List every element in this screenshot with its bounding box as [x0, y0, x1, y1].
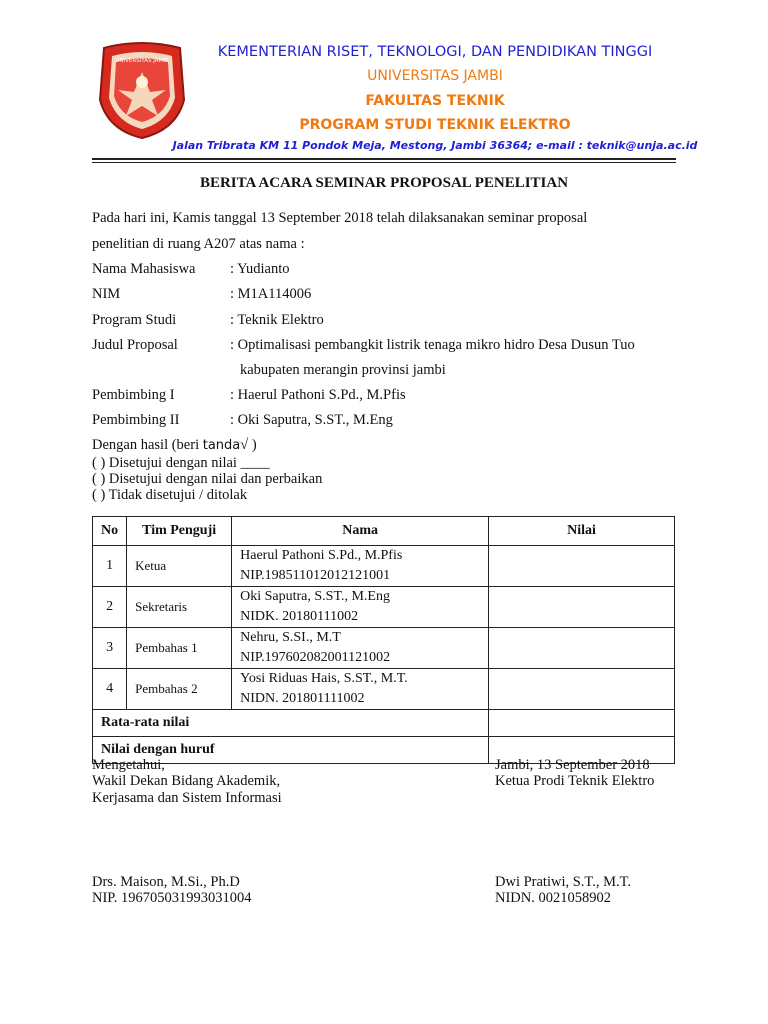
field-value-nama: : Yudianto	[230, 261, 290, 277]
row-nilai[interactable]	[489, 628, 675, 669]
field-label-pembimbing-1: Pembimbing I	[92, 387, 175, 403]
row-no: 3	[93, 628, 127, 669]
header-divider-thin	[92, 162, 676, 163]
field-label-pembimbing-2: Pembimbing II	[92, 412, 180, 428]
table-row	[93, 587, 675, 628]
intro-line-1: Pada hari ini, Kamis tanggal 13 September 2018 telah dilaksanakan seminar proposal	[92, 210, 588, 226]
faculty-name: FAKULTAS TEKNIK	[365, 93, 505, 109]
field-label-nama: Nama Mahasiswa	[92, 261, 196, 277]
row-role: Pembahas 2	[127, 669, 232, 710]
header-nama: Nama	[232, 517, 489, 546]
header-no: No	[93, 517, 127, 546]
address-line: Jalan Tribrata KM 11 Pondok Meja, Mestong, Jambi 36364; e-mail : teknik@unja.ac.id	[172, 139, 698, 152]
field-value-pembimbing-1: : Haerul Pathoni S.Pd., M.Pfis	[230, 387, 406, 403]
program-name: PROGRAM STUDI TEKNIK ELEKTRO	[299, 117, 571, 133]
sign-right-line-2: Ketua Prodi Teknik Elektro	[495, 773, 655, 789]
field-label-judul: Judul Proposal	[92, 337, 178, 353]
row-nama	[232, 669, 489, 710]
header-tim-penguji: Tim Penguji	[127, 517, 232, 546]
intro-line-2: penelitian di ruang A207 atas nama :	[92, 236, 305, 252]
row-no: 1	[93, 546, 127, 587]
header-divider	[92, 158, 676, 160]
rata-rata-row	[93, 710, 675, 737]
sign-left-line-2: Wakil Dekan Bidang Akademik,	[92, 773, 281, 789]
row-no: 4	[93, 669, 127, 710]
row-role: Sekretaris	[127, 587, 232, 628]
table-row	[93, 546, 675, 587]
header-nilai: Nilai	[489, 517, 675, 546]
sign-right-line-1: Jambi, 13 September 2018	[495, 757, 650, 773]
field-value-prodi: : Teknik Elektro	[230, 312, 324, 328]
row-name: Yosi Riduas Hais, S.ST., M.T.	[240, 671, 408, 686]
table-row	[93, 628, 675, 669]
field-value-pembimbing-2: : Oki Saputra, S.ST., M.Eng	[230, 412, 393, 428]
hasil-option-1: ( ) Disetujui dengan nilai ____	[92, 455, 270, 471]
field-label-nim: NIM	[92, 286, 121, 302]
checkmark-icon: √ )	[240, 437, 257, 453]
hasil-heading-tanda: tanda	[202, 438, 241, 453]
rata-rata-label: Rata-rata nilai	[93, 710, 489, 737]
sign-left-line-3: Kerjasama dan Sistem Informasi	[92, 790, 282, 806]
field-label-prodi: Program Studi	[92, 312, 177, 328]
row-id: NIP.198511012012121001	[240, 568, 391, 583]
row-no: 2	[93, 587, 127, 628]
hasil-heading-prefix: Dengan hasil (beri	[92, 437, 203, 453]
hasil-option-2: ( ) Disetujui dengan nilai dan perbaikan	[92, 471, 323, 487]
row-nilai[interactable]	[489, 546, 675, 587]
rata-rata-value[interactable]	[489, 710, 675, 737]
row-nama	[232, 628, 489, 669]
row-name: Oki Saputra, S.ST., M.Eng	[240, 589, 390, 604]
table-row	[93, 669, 675, 710]
examiner-table	[92, 516, 675, 764]
row-role: Pembahas 1	[127, 628, 232, 669]
nilai-huruf-label: Nilai dengan huruf	[93, 737, 489, 764]
field-value-judul: : Optimalisasi pembangkit listrik tenaga mikro hidro Desa Dusun Tuo	[230, 337, 635, 353]
row-nama	[232, 546, 489, 587]
hasil-option-3: ( ) Tidak disetujui / ditolak	[92, 487, 248, 503]
row-id: NIDK. 20180111002	[240, 609, 359, 624]
sign-left-name: Drs. Maison, M.Si., Ph.D	[92, 874, 240, 890]
row-id: NIP.197602082001121002	[240, 650, 391, 665]
row-nama	[232, 587, 489, 628]
row-role: Ketua	[127, 546, 232, 587]
row-nilai[interactable]	[489, 669, 675, 710]
sign-right-id: NIDN. 0021058902	[495, 890, 611, 906]
sign-right-name: Dwi Pratiwi, S.T., M.T.	[495, 874, 632, 890]
field-value-nim: : M1A114006	[230, 286, 312, 302]
document-title: BERITA ACARA SEMINAR PROPOSAL PENELITIAN	[199, 175, 569, 191]
row-id: NIDN. 201801111002	[240, 691, 365, 706]
university-name: UNIVERSITAS JAMBI	[367, 68, 503, 84]
sign-left-id: NIP. 196705031993031004	[92, 890, 252, 906]
ministry-name: KEMENTERIAN RISET, TEKNOLOGI, DAN PENDIDIKAN TINGGI	[217, 44, 653, 60]
sign-left-line-1: Mengetahui,	[92, 757, 165, 773]
row-name: Haerul Pathoni S.Pd., M.Pfis	[240, 548, 403, 563]
hasil-heading	[92, 437, 257, 454]
table-header-row	[93, 517, 675, 546]
row-nilai[interactable]	[489, 587, 675, 628]
logo-text: UNIVERSITAS JAMBI	[115, 58, 169, 64]
field-value-judul-cont: kabupaten merangin provinsi jambi	[240, 362, 446, 378]
row-name: Nehru, S.SI., M.T	[240, 630, 341, 645]
